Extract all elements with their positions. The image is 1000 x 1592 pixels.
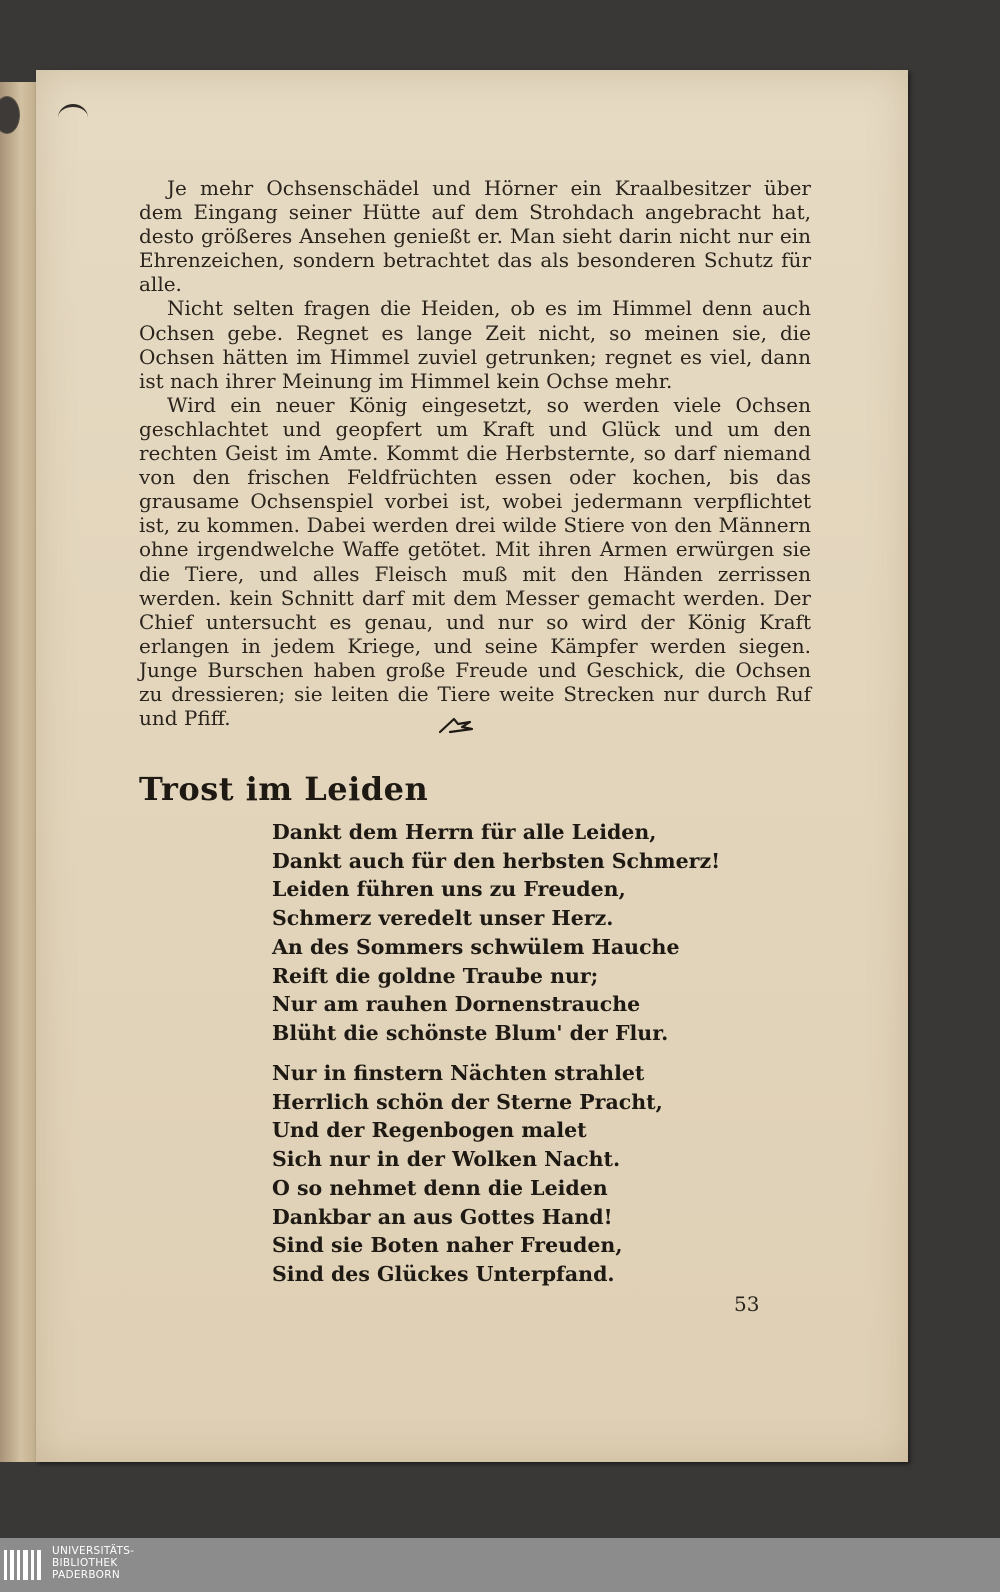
poem-line: Sich nur in der Wolken Nacht.	[272, 1147, 621, 1172]
poem-title: Trost im Leiden	[139, 770, 429, 808]
punch-hole-mark	[58, 104, 88, 131]
poem-line: Leiden führen uns zu Freuden,	[272, 877, 626, 902]
library-logo-icon	[4, 1546, 46, 1586]
poem-line: Dankt auch für den herbsten Schmerz!	[272, 848, 721, 873]
prose-text	[139, 176, 811, 730]
poem-line: Sind sie Boten naher Freuden,	[272, 1233, 623, 1258]
poem-line: Und der Regenbogen malet	[272, 1118, 587, 1143]
poem-line: An des Sommers schwülem Hauche	[272, 934, 680, 959]
poem-line: Reift die goldne Traube nur;	[272, 963, 599, 988]
poem-line: O so nehmet denn die Leiden	[272, 1175, 608, 1200]
paragraph: Wird ein neuer König eingesetzt, so werden viele Ochsen geschlachtet und geopfert um Kraft und Glück und um den rechten Geist im Amte. Kommt die Herbsternte, so darf niemand von den frischen Feldfrüchten essen oder kochen, bis das grausame Ochsenspiel vorbei ist, wobei jedermann verpflichtet ist, zu kommen. Dabei werden drei wilde Stiere von den Männern ohne irgendwelche Waffe getötet. Mit ihren Armen erwürgen sie die Tiere, und alles Fleisch muß mit den Händen zerrissen werden. kein Schnitt darf mit dem Messer gemacht werden. Der Chief untersucht es genau, und nur so wird der König Kraft erlangen in jedem Kriege, und seine Kämpfer werden siegen. Junge Burschen haben große Freude und Geschick, die Ochsen zu dressieren; sie leiten die Tiere weite Strecken nur durch Ruf und Pfiff.	[139, 392, 811, 731]
page-number: 53	[734, 1292, 760, 1316]
poem-stanza-1	[272, 818, 720, 1048]
library-name-line: PADERBORN	[52, 1569, 120, 1581]
book-page	[36, 70, 908, 1462]
poem-line: Blüht die schönste Blum' der Flur.	[272, 1020, 669, 1045]
library-name-line: BIBLIOTHEK	[52, 1557, 118, 1569]
previous-page-edge	[0, 82, 39, 1462]
poem-stanza-2	[272, 1059, 663, 1289]
library-name	[52, 1545, 134, 1581]
punch-hole	[0, 96, 20, 134]
poem-line: Nur in finstern Nächten strahlet	[272, 1061, 645, 1085]
section-divider-mark	[436, 715, 476, 735]
poem-line: Dankbar an aus Gottes Hand!	[272, 1204, 613, 1229]
paragraph: Je mehr Ochsenschädel und Hörner ein Kraalbesitzer über dem Eingang seiner Hütte auf dem Strohdach angebracht hat, desto größeres Ansehen genießt er. Man sieht darin nicht nur ein Ehrenzeichen, sondern betrachtet das als besonderen Schutz für alle.	[139, 176, 811, 297]
library-footer	[0, 1538, 1000, 1592]
poem-line: Sind des Glückes Unterpfand.	[272, 1261, 615, 1286]
poem-line: Nur am rauhen Dornenstrauche	[272, 992, 641, 1017]
paragraph: Nicht selten fragen die Heiden, ob es im Himmel denn auch Ochsen gebe. Regnet es lange Zeit nicht, so meinen sie, die Ochsen hätten im Himmel zuviel getrunken; regnet es viel, dann ist nach ihrer Meinung im Himmel kein Ochse mehr.	[139, 296, 811, 393]
poem-line: Herrlich schön der Sterne Pracht,	[272, 1089, 663, 1114]
poem-line: Schmerz veredelt unser Herz.	[272, 906, 614, 931]
poem-line: Dankt dem Herrn für alle Leiden,	[272, 820, 657, 844]
library-name-line: UNIVERSITÄTS-	[52, 1545, 135, 1557]
